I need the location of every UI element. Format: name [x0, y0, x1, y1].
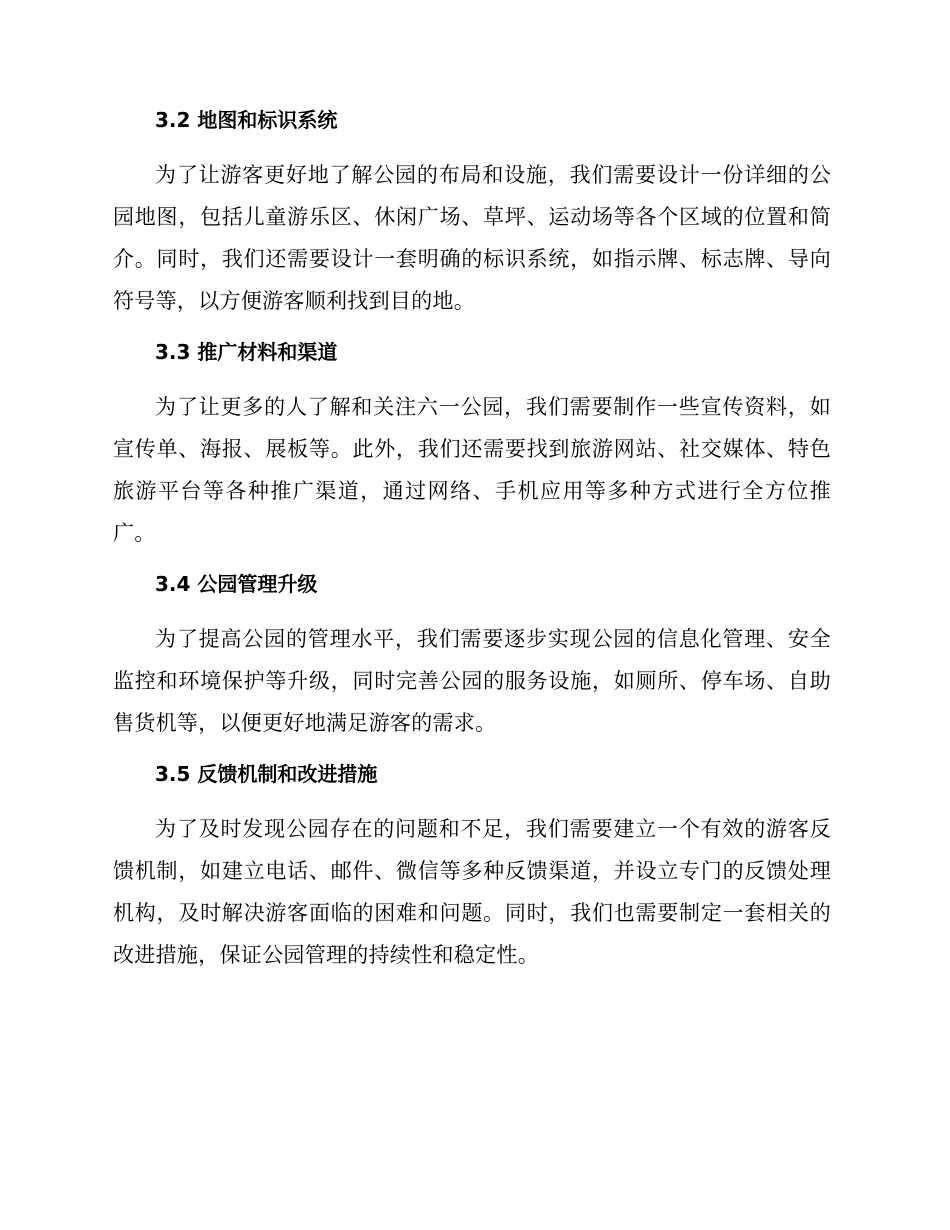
section-heading: 3.5 反馈机制和改进措施: [155, 762, 378, 786]
section-paragraph: 为了让更多的人了解和关注六一公园，我们需要制作一些宣传资料，如宣传单、海报、展板等。此外，我们还需要找到旅游网站、社交媒体、特色旅游平台等各种推广渠道，通过网络、手机应用等多种方式进行全方位推广。: [113, 395, 831, 545]
section-feedback: [113, 760, 831, 976]
section-heading: 3.2 地图和标识系统: [155, 108, 338, 132]
section-promotion: [113, 338, 831, 554]
section-paragraph: 为了让游客更好地了解公园的布局和设施，我们需要设计一份详细的公园地图，包括儿童游乐区、休闲广场、草坪、运动场等各个区域的位置和简介。同时，我们还需要设计一套明确的标识系统，如指示牌、标志牌、导向符号等，以方便游客顺利找到目的地。: [113, 163, 831, 313]
section-paragraph: 为了及时发现公园存在的问题和不足，我们需要建立一个有效的游客反馈机制，如建立电话、邮件、微信等多种反馈渠道，并设立专门的反馈处理机构，及时解决游客面临的困难和问题。同时，我们也需要制定一套相关的改进措施，保证公园管理的持续性和稳定性。: [113, 817, 831, 967]
section-paragraph: 为了提高公园的管理水平，我们需要逐步实现公园的信息化管理、安全监控和环境保护等升级，同时完善公园的服务设施，如厕所、停车场、自助售货机等，以便更好地满足游客的需求。: [113, 627, 831, 735]
section-heading: 3.4 公园管理升级: [155, 572, 318, 596]
section-management-upgrade: [113, 570, 831, 744]
document-page: [113, 106, 831, 992]
section-heading: 3.3 推广材料和渠道: [155, 340, 338, 364]
section-map-signage: [113, 106, 831, 322]
